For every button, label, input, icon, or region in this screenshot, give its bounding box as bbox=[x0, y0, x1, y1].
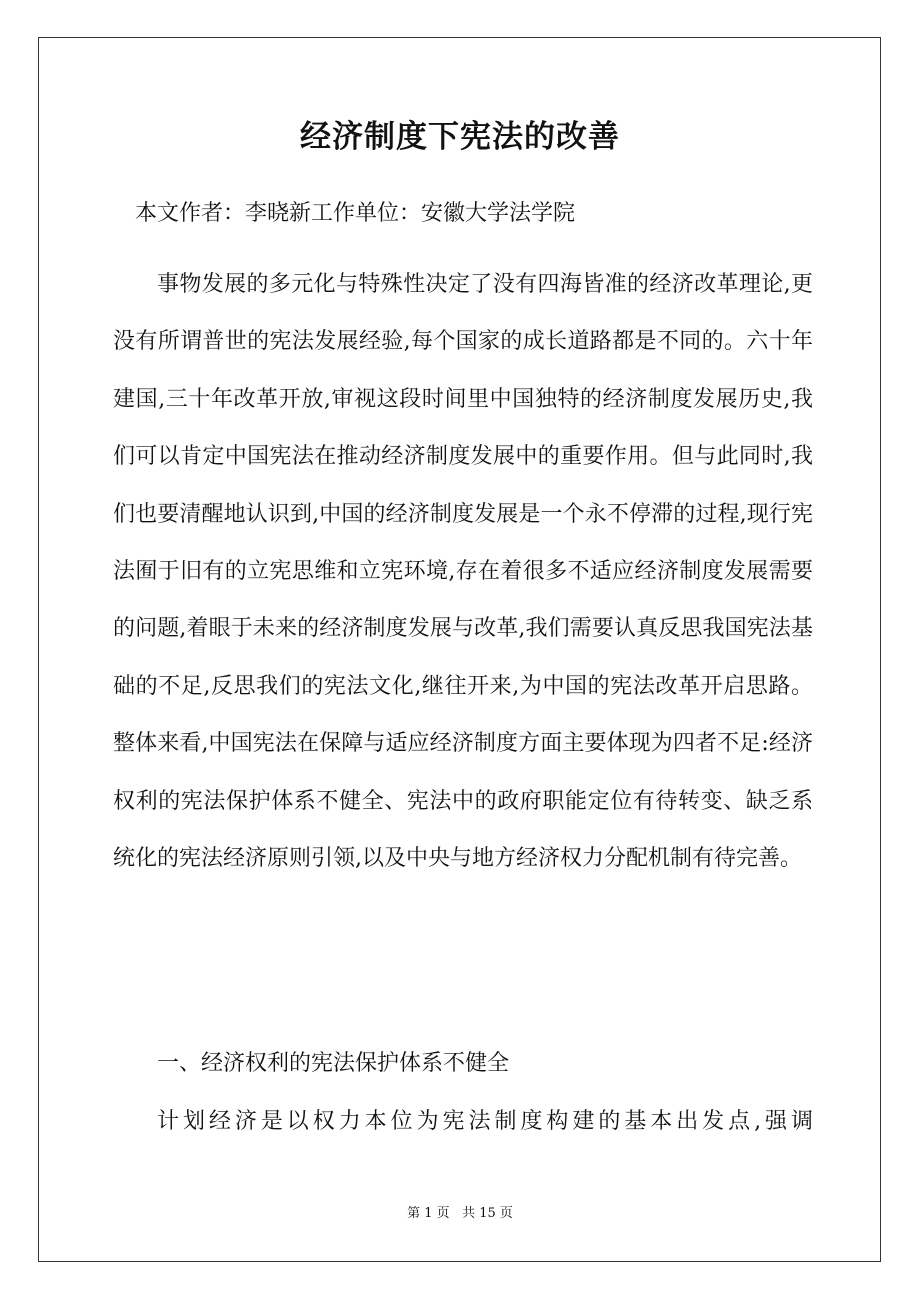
section-heading: 一、经济权利的宪法保护体系不健全 bbox=[157, 1051, 510, 1076]
paragraph-continued: 计划经济是以权力本位为宪法制度构建的基本出发点,强调 bbox=[157, 1109, 813, 1134]
author-line: 本文作者：李晓新工作单位：安徽大学法学院 bbox=[135, 201, 576, 226]
document-title: 经济制度下宪法的改善 bbox=[300, 119, 620, 155]
page-footer: 第 1 页 共 15 页 bbox=[407, 1206, 513, 1221]
paragraph-intro: 事物发展的多元化与特殊性决定了没有四海皆准的经济改革理论,更没有所谓普世的宪法发展经验,每个国家的成长道路都是不同的。六十年建国,三十年改革开放,审视这段时间里中国独特的经济制度发展历史,我们可以肯定中国宪法在推动经济制度发展中的重要作用。但与此同时,我们也要清醒地认识到,中国的经济制度发展是一个永不停滞的过程,现行宪法囿于旧有的立宪思维和立宪环境,存在着很多不适应经济制度发展需要的问题,着眼于未来的经济制度发展与改革,我们需要认真反思我国宪法基础的不足,反思我们的宪法文化,继往开来,为中国的宪法改革开启思路。整体来看,中国宪法在保障与适应经济制度方面主要体现为四者不足:经济权利的宪法保护体系不健全、宪法中的政府职能定位有待转变、缺乏系统化的宪法经济原则引领,以及中央与地方经济权力分配机制有待完善。 bbox=[113, 272, 813, 872]
